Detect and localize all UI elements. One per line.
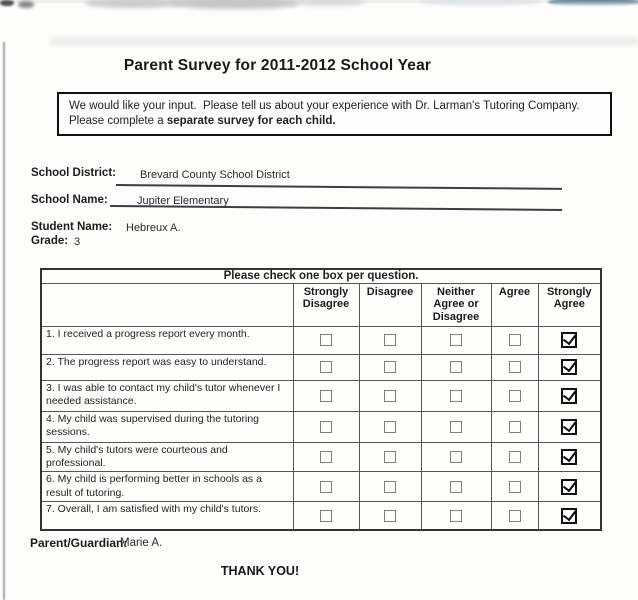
table-caption-row [41, 269, 601, 283]
checkbox-cell[interactable] [421, 411, 491, 442]
checkbox-cell[interactable] [359, 502, 421, 530]
scan-smudge [18, 1, 34, 8]
checkbox-cell[interactable] [491, 354, 538, 380]
intro-box [57, 92, 612, 136]
checkbox[interactable] [450, 481, 462, 493]
checkbox[interactable] [384, 451, 396, 463]
school-district-label: School District: [31, 167, 116, 179]
thank-you-text: THANK YOU! [220, 564, 300, 578]
question-text: 4. My child was supervised during the tutoring sessions. [41, 411, 293, 442]
checkbox-cell[interactable] [421, 472, 491, 502]
checkbox[interactable] [320, 334, 332, 346]
checkbox-cell[interactable] [421, 380, 491, 411]
scan-smudge [170, 0, 300, 9]
checkbox[interactable] [561, 388, 577, 404]
checkbox-cell[interactable] [359, 472, 421, 502]
checkbox-cell[interactable] [293, 354, 359, 380]
checkbox-cell[interactable] [491, 472, 538, 502]
grade-value: 3 [74, 236, 81, 248]
checkbox[interactable] [561, 508, 577, 524]
column-header-agree: Agree [491, 283, 538, 326]
guardian-value: Marie A. [120, 537, 163, 549]
question-text: 7. Overall, I am satisfied with my child's tutors. [41, 502, 293, 530]
checkbox[interactable] [509, 451, 521, 463]
column-header-strongly-agree: Strongly Agree [538, 283, 601, 326]
column-header-neither: Neither Agree or Disagree [421, 283, 491, 326]
checkbox[interactable] [320, 481, 332, 493]
question-text: 6. My child is performing better in schools as a result of tutoring. [41, 472, 293, 502]
scan-smudge [0, 0, 14, 6]
checkbox[interactable] [384, 390, 396, 402]
checkbox-cell[interactable] [293, 411, 359, 442]
scan-left-edge-line [3, 42, 5, 600]
checkbox[interactable] [320, 421, 332, 433]
question-text: 1. I received a progress report every month. [41, 326, 293, 354]
checkbox[interactable] [320, 390, 332, 402]
table-row [41, 354, 601, 380]
checkbox[interactable] [509, 390, 521, 402]
checkbox-cell[interactable] [359, 354, 421, 380]
intro-line2-bold: separate survey for each child. [166, 115, 336, 128]
intro-line1: We would like your input. Please tell us about your experience with Dr. Larman's Tutoring Company. [69, 100, 580, 112]
checkbox[interactable] [561, 359, 577, 375]
checkbox-cell[interactable] [538, 411, 601, 442]
checkbox-cell[interactable] [491, 411, 538, 442]
checkbox[interactable] [450, 421, 462, 433]
column-header-disagree: Disagree [359, 283, 421, 326]
school-name-value: Jupiter Elementary [137, 195, 229, 207]
checkbox-cell[interactable] [359, 326, 421, 354]
checkbox[interactable] [450, 510, 462, 522]
checkbox-cell[interactable] [421, 502, 491, 530]
school-name-label: School Name: [31, 194, 108, 206]
table-row [41, 380, 601, 411]
table-caption: Please check one box per question. [41, 269, 601, 283]
checkbox-cell[interactable] [421, 442, 491, 472]
checkbox[interactable] [561, 419, 577, 435]
student-name-label: Student Name: [31, 221, 113, 233]
table-row [41, 502, 601, 530]
scan-smudge [420, 0, 540, 5]
checkbox[interactable] [384, 510, 396, 522]
checkbox-cell[interactable] [491, 326, 538, 354]
checkbox-cell[interactable] [491, 380, 538, 411]
checkbox-cell[interactable] [293, 472, 359, 502]
checkbox[interactable] [509, 361, 521, 373]
checkbox-cell[interactable] [359, 380, 421, 411]
table-row [41, 442, 601, 472]
header-empty-cell [41, 283, 293, 326]
checkbox-cell[interactable] [491, 502, 538, 530]
table-row [41, 326, 601, 354]
checkbox-cell[interactable] [538, 472, 601, 502]
table-row [41, 472, 601, 502]
checkbox[interactable] [509, 481, 521, 493]
checkbox[interactable] [384, 481, 396, 493]
intro-line2-regular: Please complete a [69, 115, 167, 128]
scan-smudge [295, 0, 365, 6]
checkbox-cell[interactable] [538, 326, 601, 354]
grade-label: Grade: [31, 235, 69, 247]
checkbox-cell[interactable] [538, 502, 601, 530]
column-header-strongly-disagree: Strongly Disagree [293, 283, 359, 326]
checkbox-cell[interactable] [359, 442, 421, 472]
checkbox-cell[interactable] [359, 411, 421, 442]
checkbox[interactable] [450, 334, 462, 346]
checkbox[interactable] [509, 421, 521, 433]
checkbox-cell[interactable] [421, 326, 491, 354]
page-title: Parent Survey for 2011-2012 School Year [123, 57, 432, 74]
checkbox-cell[interactable] [293, 380, 359, 411]
question-text: 2. The progress report was easy to understand. [41, 354, 293, 380]
school-district-value: Brevard County School District [140, 169, 290, 181]
table-header-row [41, 283, 601, 326]
guardian-label: Parent/Guardian: [30, 536, 128, 550]
checkbox[interactable] [320, 361, 332, 373]
checkbox[interactable] [561, 479, 577, 495]
checkbox[interactable] [561, 332, 577, 348]
checkbox-cell[interactable] [491, 442, 538, 472]
checkbox[interactable] [320, 510, 332, 522]
school-district-fill-line [116, 184, 562, 190]
checkbox-cell[interactable] [538, 380, 601, 411]
checkbox[interactable] [384, 334, 396, 346]
scan-smudge-teal [548, 0, 638, 6]
checkbox[interactable] [509, 334, 521, 346]
checkbox-cell[interactable] [293, 442, 359, 472]
checkbox[interactable] [509, 510, 521, 522]
school-name-fill-line [110, 205, 562, 211]
question-text: 3. I was able to contact my child's tutor whenever I needed assistance. [41, 380, 293, 411]
checkbox[interactable] [320, 451, 332, 463]
table-row [41, 411, 601, 442]
checkbox-cell[interactable] [538, 354, 601, 380]
checkbox-cell[interactable] [293, 326, 359, 354]
checkbox-cell[interactable] [538, 442, 601, 472]
checkbox-cell[interactable] [293, 502, 359, 530]
intro-line2 [69, 115, 336, 127]
checkbox[interactable] [450, 390, 462, 402]
checkbox[interactable] [561, 449, 577, 465]
checkbox-cell[interactable] [421, 354, 491, 380]
student-name-value: Hebreux A. [126, 222, 181, 234]
checkbox[interactable] [384, 361, 396, 373]
checkbox[interactable] [384, 421, 396, 433]
paper-edge-shadow [50, 37, 638, 45]
checkbox[interactable] [450, 361, 462, 373]
checkbox[interactable] [450, 451, 462, 463]
scan-smudge [85, 0, 180, 8]
question-text: 5. My child's tutors were courteous and professional. [41, 442, 293, 472]
survey-table [40, 268, 602, 531]
